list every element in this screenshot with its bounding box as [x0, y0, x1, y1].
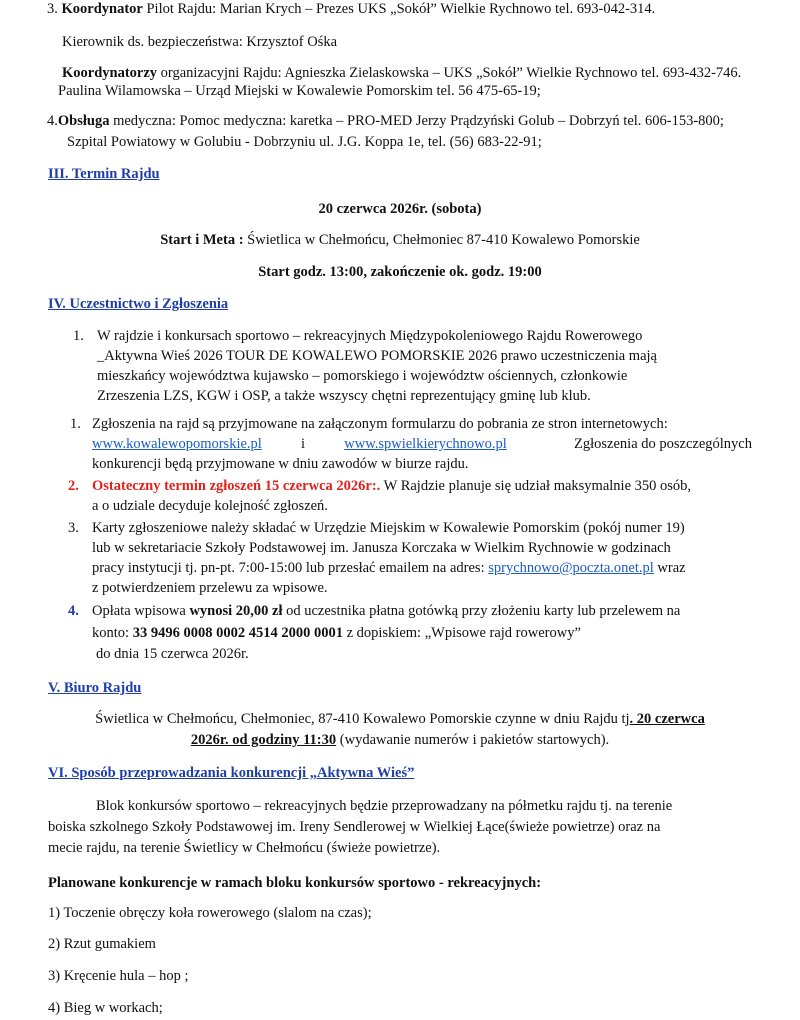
- medical-line: [47, 111, 724, 131]
- competition-item: 4) Bieg w workach;: [48, 1000, 163, 1016]
- item-number: 3.: [68, 520, 79, 536]
- email-link[interactable]: sprychnowo@poczta.onet.pl: [488, 560, 654, 576]
- section-heading-termin: III. Termin Rajdu: [48, 166, 160, 182]
- start-meta-location: Świetlica w Chełmońcu, Chełmoniec 87-410 Kowalewo Pomorskie: [243, 232, 640, 248]
- office-hours: 2026r. od godziny 11:30: [190, 732, 337, 748]
- item-number: 4.: [68, 603, 79, 619]
- participation-line-3: mieszkańcy województwa kujawsko – pomorskiego i województw ościennych, członkowie: [97, 368, 628, 384]
- deadline-line-2: a o udziale decyduje kolejność zgłoszeń.: [92, 498, 328, 514]
- deadline-line: [92, 476, 691, 496]
- max-participants-text: W Rajdzie planuje się udział maksymalnie 350 osób,: [380, 478, 692, 494]
- planned-competitions-heading: Planowane konkurencje w ramach bloku konkursów sportowo - rekreacyjnych:: [48, 875, 542, 891]
- competition-item: 3) Kręcenie hula – hop ;: [48, 968, 189, 984]
- item-number: 4.: [47, 113, 58, 129]
- section-heading-uczestnictwo: IV. Uczestnictwo i Zgłoszenia: [48, 296, 229, 312]
- start-meta-label: Start i Meta :: [160, 232, 244, 248]
- fee-amount: wynosi 20,00 zł: [189, 603, 283, 619]
- coordinator-label: Koordynator: [61, 1, 143, 17]
- participation-line-1: W rajdzie i konkursach sportowo – rekreacyjnych Międzypokoleniowego Rajdu Rowerowego: [97, 328, 643, 344]
- item-number: 1.: [73, 328, 84, 344]
- cards-line-3: [92, 558, 686, 578]
- cards-text-tail: wraz: [653, 560, 686, 576]
- deadline-text: Ostateczny termin zgłoszeń 15 czerwca 2026r:.: [92, 478, 381, 494]
- item-number: 2.: [68, 478, 79, 494]
- office-note: (wydawanie numerów i pakietów startowych).: [336, 732, 610, 748]
- office-location: Świetlica w Chełmońcu, Chełmoniec, 87-410 Kowalewo Pomorskie czynne w dniu Rajdu tj: [95, 711, 630, 727]
- organizers-line-2: Paulina Wilamowska – Urząd Miejski w Kowalewie Pomorskim tel. 56 475-65-19;: [58, 83, 541, 99]
- competition-para-line-1: Blok konkursów sportowo – rekreacyjnych będzie przeprowadzany na półmetku rajdu tj. na terenie: [96, 798, 673, 814]
- event-hours: Start godz. 13:00, zakończenie ok. godz. 19:00: [258, 264, 542, 280]
- competition-para-line-3: mecie rajdu, na terenie Świetlicy w Chełmońcu (świeże powietrze).: [48, 840, 441, 856]
- organizers-label: Koordynatorzy: [62, 65, 158, 81]
- conjunction: i: [301, 436, 306, 452]
- fee-text-tail: od uczestnika płatna gotówką przy złożeniu karty lub przelewem na: [282, 603, 681, 619]
- fee-line-2: [92, 623, 581, 643]
- participation-line-2: _Aktywna Wieś 2026 TOUR DE KOWALEWO POMORSKIE 2026 prawo uczestniczenia mają: [97, 348, 657, 364]
- coordinator-line: [47, 0, 655, 19]
- account-note: z dopiskiem: „Wpisowe rajd rowerowy”: [342, 625, 581, 641]
- cards-line-2: lub w sekretariacie Szkoły Podstawowej im. Janusza Korczaka w Wielkim Rychnowie w godzinach: [92, 540, 671, 556]
- cards-text: pracy instytucji tj. pn-pt. 7:00-15:00 lub przesłać emailem na adres:: [92, 560, 489, 576]
- fee-line-1: [92, 601, 680, 621]
- safety-line: Kierownik ds. bezpieczeństwa: Krzysztof Ośka: [62, 34, 338, 50]
- link-spwielkierychnowo[interactable]: www.spwielkierychnowo.pl: [344, 436, 507, 452]
- registration-line-2: [92, 434, 752, 454]
- organizers-text: organizacyjni Rajdu: Agnieszka Zielaskowska – UKS „Sokół” Wielkie Rychnowo tel. 693-432-746.: [157, 65, 742, 81]
- registration-line-3: konkurencji będą przyjmowane w dniu zawodów w biurze rajdu.: [92, 456, 469, 472]
- cards-line-1: Karty zgłoszeniowe należy składać w Urzędzie Miejskim w Kowalewie Pomorskim (pokój numer 19): [92, 520, 685, 536]
- section-heading-biuro: V. Biuro Rajdu: [48, 680, 142, 696]
- coordinator-text: Pilot Rajdu: Marian Krych – Prezes UKS „Sokół” Wielkie Rychnowo tel. 693-042-314.: [142, 1, 656, 17]
- medical-text: medyczna: Pomoc medyczna: karetka – PRO-MED Jerzy Prądzyński Golub – Dobrzyń tel. 606-153-800;: [109, 113, 724, 129]
- cards-line-4: z potwierdzeniem przelewu za wpisowe.: [92, 580, 328, 596]
- item-number: 3.: [47, 1, 58, 17]
- registration-line-1: Zgłoszenia na rajd są przyjmowane na załączonym formularzu do pobrania ze stron internetowych:: [92, 416, 668, 432]
- office-date: . 20 czerwca: [629, 711, 705, 727]
- office-line-1: [0, 709, 800, 729]
- event-date: 20 czerwca 2026r. (sobota): [318, 201, 482, 217]
- competition-item: 1) Toczenie obręczy koła rowerowego (slalom na czas);: [48, 905, 372, 921]
- account-number: 33 9496 0008 0002 4514 2000 0001: [132, 625, 343, 641]
- fee-text: Opłata wpisowa: [92, 603, 190, 619]
- account-label: konto:: [92, 625, 133, 641]
- organizers-line: [62, 63, 741, 83]
- fee-line-3: do dnia 15 czerwca 2026r.: [96, 646, 249, 662]
- competition-para-line-2: boiska szkolnego Szkoły Podstawowej im. Ireny Sendlerowej w Wielkiej Łące(świeże powietrze) oraz na: [48, 819, 661, 835]
- office-line-2: [0, 730, 800, 750]
- registration-tail: Zgłoszenia do poszczególnych: [574, 436, 752, 452]
- competition-item: 2) Rzut gumakiem: [48, 936, 156, 952]
- hospital-line: Szpital Powiatowy w Golubiu - Dobrzyniu ul. J.G. Koppa 1e, tel. (56) 683-22-91;: [67, 134, 542, 150]
- section-heading-sposob: VI. Sposób przeprowadzania konkurencji „Aktywna Wieś”: [48, 765, 415, 781]
- medical-label: Obsługa: [57, 113, 110, 129]
- start-meta-line: [0, 230, 800, 250]
- participation-line-4: Zrzeszenia LZS, KGW i OSP, a także wszyscy chętni reprezentujący gminę lub klub.: [97, 388, 591, 404]
- item-number: 1.: [70, 416, 81, 432]
- link-kowalewopomorskie[interactable]: www.kowalewopomorskie.pl: [92, 436, 262, 452]
